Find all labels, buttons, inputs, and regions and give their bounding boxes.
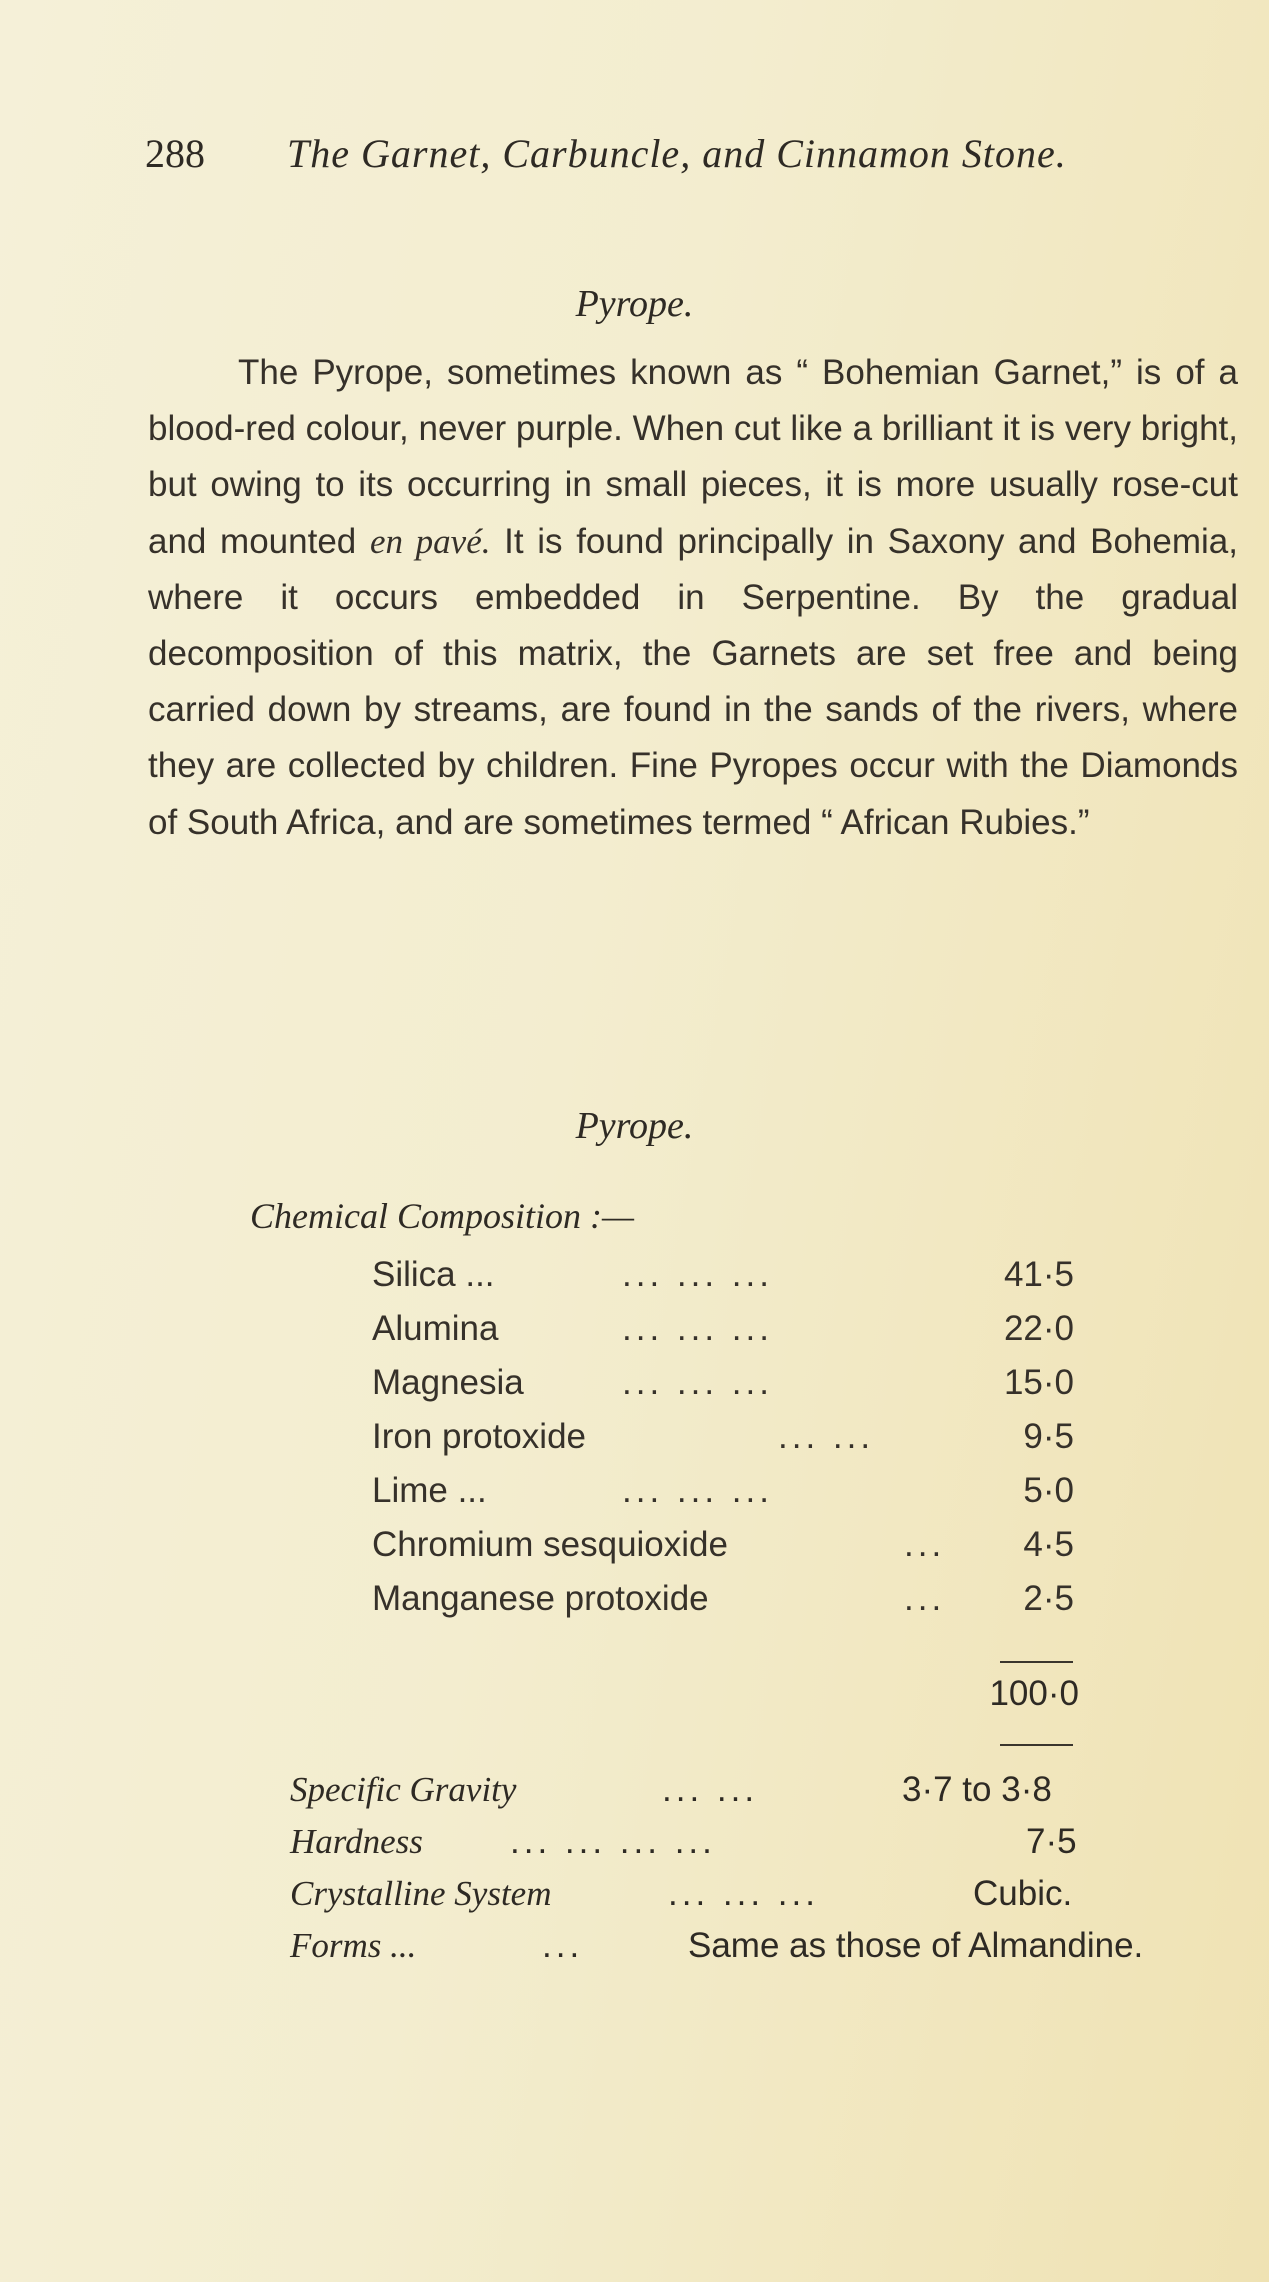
composition-row xyxy=(372,1255,1092,1305)
property-row xyxy=(290,1926,1210,1976)
property-value: 3·7 to 3·8 xyxy=(902,1770,1052,1809)
property-value: 7·5 xyxy=(1026,1822,1077,1861)
page-number: 288 xyxy=(145,131,205,176)
component-value: 9·5 xyxy=(1023,1417,1074,1456)
property-label: Hardness xyxy=(290,1822,423,1861)
component-name: Iron protoxide xyxy=(372,1417,587,1456)
composition-label: Chemical Composition :— xyxy=(250,1196,634,1236)
leader-dots: ... xyxy=(904,1579,946,1618)
component-name: Alumina xyxy=(372,1309,499,1348)
property-label: Crystalline System xyxy=(290,1874,552,1913)
leader-dots: ... ... ... xyxy=(668,1874,819,1913)
component-name: Chromium sesquioxide xyxy=(372,1525,728,1564)
property-value: Cubic. xyxy=(973,1874,1073,1913)
composition-row xyxy=(372,1579,1092,1629)
component-value: 41·5 xyxy=(1003,1255,1074,1294)
property-label: Specific Gravity xyxy=(290,1770,517,1809)
component-value: 15·0 xyxy=(1003,1363,1074,1402)
property-row xyxy=(290,1770,1210,1820)
component-value: 5·0 xyxy=(1023,1471,1074,1510)
leader-dots: ... ... xyxy=(662,1770,759,1809)
leader-dots: ... ... ... xyxy=(622,1471,773,1510)
composition-row xyxy=(372,1309,1092,1359)
component-name: Silica ... xyxy=(372,1255,495,1294)
body-text-part-1: The Pyrope, sometimes known as “ Bohemian Garnet,” is of a blood-red colour, never purple. When cut like a brilliant it is very bright, but owing to its occurring in small pieces, it is more usually rose-cut and mounted xyxy=(148,353,1238,561)
property-row xyxy=(290,1822,1210,1872)
composition-row xyxy=(372,1525,1092,1575)
composition-row xyxy=(372,1363,1092,1413)
leader-dots: ... ... ... xyxy=(622,1255,773,1294)
leader-dots: ... ... ... xyxy=(622,1309,773,1348)
composition-row xyxy=(372,1471,1092,1521)
leader-dots: ... xyxy=(542,1926,584,1965)
property-value: Same as those of Almandine. xyxy=(688,1926,1144,1965)
table-heading: Pyrope. xyxy=(575,1105,694,1147)
leader-dots: ... ... ... ... xyxy=(510,1822,716,1861)
running-title: The Garnet, Carbuncle, and Cinnamon Stone. xyxy=(287,131,1067,176)
composition-total: 100·0 xyxy=(989,1674,1079,1713)
leader-dots: ... xyxy=(904,1525,946,1564)
body-text-part-2: It is found principally in Saxony and Bohemia, where it occurs embedded in Serpentine. By the gradual decomposition of this matrix, the Garnets are set free and being carried down by streams, are found in the sands of the rivers, where they are collected by children. Fine Pyropes occur with the Diamonds of South Africa, and are sometimes termed “ African Rubies.” xyxy=(148,521,1238,842)
running-head xyxy=(145,130,1145,177)
component-value: 22·0 xyxy=(1003,1309,1074,1348)
component-value: 4·5 xyxy=(1023,1525,1074,1564)
composition-row xyxy=(372,1417,1092,1467)
total-rule xyxy=(1000,1744,1073,1746)
component-value: 2·5 xyxy=(1023,1579,1074,1618)
component-name: Lime ... xyxy=(372,1471,487,1510)
section-heading: Pyrope. xyxy=(575,283,694,325)
body-emphasis: en pavé. xyxy=(369,521,491,561)
sum-rule xyxy=(1000,1661,1073,1663)
component-name: Magnesia xyxy=(372,1363,524,1402)
leader-dots: ... ... xyxy=(778,1417,875,1456)
component-name: Manganese protoxide xyxy=(372,1579,709,1618)
leader-dots: ... ... ... xyxy=(622,1363,773,1402)
property-label: Forms ... xyxy=(290,1926,417,1965)
body-paragraph xyxy=(148,345,1238,851)
property-row xyxy=(290,1874,1210,1924)
